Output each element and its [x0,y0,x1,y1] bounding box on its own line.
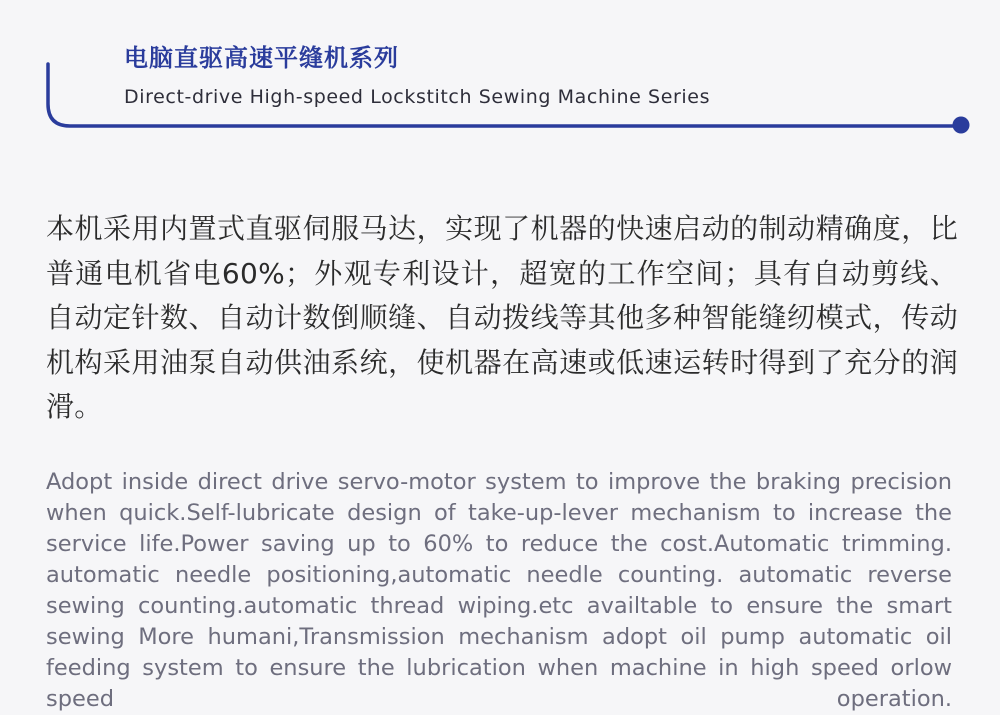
header-line-end-dot [953,117,970,134]
page-title-english: Direct-drive High-speed Lockstitch Sewing Machine Series [124,86,711,108]
page-header [0,0,1000,140]
description-english: Adopt inside direct drive servo-motor system to improve the braking precision when quick.Self-lubricate design of take-up-lever mechanism to increase the service life.Power saving up to 60% to reduce the cost.Automatic trimming. automatic needle positioning,automatic needle counting. automatic reverse sewing counting.automatic thread wiping.etc availtable to ensure the smart sewing More humani,Transmission mechanism adopt oil pump automatic oil feeding system to ensure the lubrication when machine in high speed orlow speed operation. [46,469,952,712]
page-title-chinese: 电脑直驱高速平缝机系列 [124,44,399,72]
description-chinese: 本机采用内置式直驱伺服马达，实现了机器的快速启动的制动精确度，比普通电机省电60%；外观专利设计，超宽的工作空间；具有自动剪线、自动定针数、自动计数倒顺缝、自动拨线等其他多种智能缝纫模式，传动机构采用油泵自动供油系统，使机器在高速或低速运转时得到了充分的润滑。 [46,212,958,423]
